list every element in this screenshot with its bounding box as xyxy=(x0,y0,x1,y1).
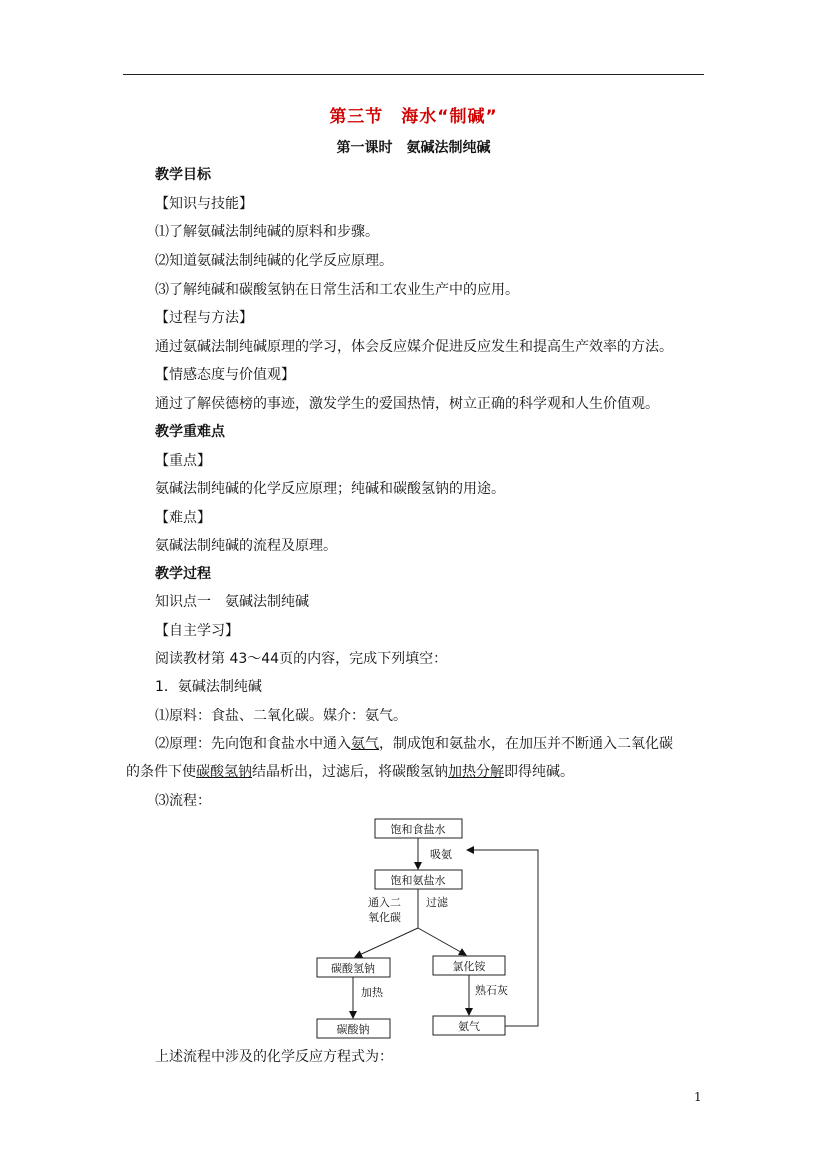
materials-text: ⑴原料：食盐、二氧化碳。媒介：氨气。 xyxy=(155,708,407,724)
box-brine-label: 饱和食盐水 xyxy=(390,823,446,836)
page-number: 1 xyxy=(694,1090,702,1104)
lesson-subtitle: 第一课时 氨碱法制纯碱 xyxy=(336,140,491,156)
principle-text-c: 的条件下使 xyxy=(126,764,196,780)
recycle-ammonia-arrow xyxy=(467,850,538,1026)
knowledge-item-1: ⑴了解氨碱法制纯碱的原料和步骤。 xyxy=(155,224,379,240)
blank-answer-ammonia: 氨气 xyxy=(351,736,379,752)
attitude-heading: 【情感态度与价值观】 xyxy=(155,367,295,383)
section-title: 第三节 海水“制碱” xyxy=(329,107,498,127)
focus-text: 氨碱法制纯碱的化学反应原理；纯碱和碳酸氢钠的用途。 xyxy=(155,481,505,497)
knowledge-item-2: ⑵知道氨碱法制纯碱的化学反应原理。 xyxy=(155,253,393,269)
label-co2-line1: 通入二 xyxy=(368,896,401,909)
knowledge-point-title: 知识点一 氨碱法制纯碱 xyxy=(155,594,309,610)
difficulty-text: 氨碱法制纯碱的流程及原理。 xyxy=(155,538,337,554)
goals-heading: 教学目标 xyxy=(155,167,211,183)
principle-text-a: ⑵原理：先向饱和食盐水中通入 xyxy=(155,736,351,752)
reading-task: 阅读教材第 43～44页的内容，完成下列填空： xyxy=(155,651,448,667)
arrow-to-bicarbonate xyxy=(355,928,418,957)
label-filter: 过滤 xyxy=(426,896,448,909)
label-absorb: 吸氨 xyxy=(430,848,452,861)
self-study-heading: 【自主学习】 xyxy=(155,623,239,639)
flow-label: ⑶流程： xyxy=(155,793,211,809)
knowledge-heading: 【知识与技能】 xyxy=(155,196,253,212)
process-heading: 【过程与方法】 xyxy=(155,310,253,326)
arrow-to-nh4cl xyxy=(418,928,466,955)
process-text: 通过氨碱法制纯碱原理的学习，体会反应媒介促进反应发生和提高生产效率的方法。 xyxy=(155,339,673,355)
attitude-text: 通过了解侯德榜的事迹，激发学生的爱国热情，树立正确的科学观和人生价值观。 xyxy=(155,396,659,412)
blank-answer-heat-decompose: 加热分解 xyxy=(448,764,504,780)
box-soda-label: 碳酸钠 xyxy=(336,1023,370,1036)
box-ammonia-label: 氨气 xyxy=(458,1020,480,1033)
box-nh4cl-label: 氯化铵 xyxy=(452,960,486,973)
item-1-title: 1．氨碱法制纯碱 xyxy=(155,679,262,695)
principle-text-d: 结晶析出，过滤后，将碳酸氢钠 xyxy=(252,764,448,780)
key-points-heading: 教学重难点 xyxy=(155,424,225,440)
box-ammonia-brine-label: 饱和氨盐水 xyxy=(390,874,446,887)
label-heat: 加热 xyxy=(361,986,383,999)
focus-heading: 【重点】 xyxy=(155,453,211,469)
box-bicarbonate-label: 碳酸氢钠 xyxy=(331,962,375,975)
procedure-heading: 教学过程 xyxy=(155,566,211,582)
difficulty-heading: 【难点】 xyxy=(155,510,211,526)
principle-text-b: ，制成饱和氨盐水，在加压并不断通入二氧化碳 xyxy=(379,736,673,752)
blank-answer-bicarbonate: 碳酸氢钠 xyxy=(196,764,252,780)
label-co2-line2: 氧化碳 xyxy=(368,911,401,924)
equations-intro: 上述流程中涉及的化学反应方程式为： xyxy=(155,1049,393,1065)
principle-text-e: 即得纯碱。 xyxy=(504,764,574,780)
knowledge-item-3: ⑶了解纯碱和碳酸氢钠在日常生活和工农业生产中的应用。 xyxy=(155,282,519,298)
label-lime: 熟石灰 xyxy=(475,984,508,997)
